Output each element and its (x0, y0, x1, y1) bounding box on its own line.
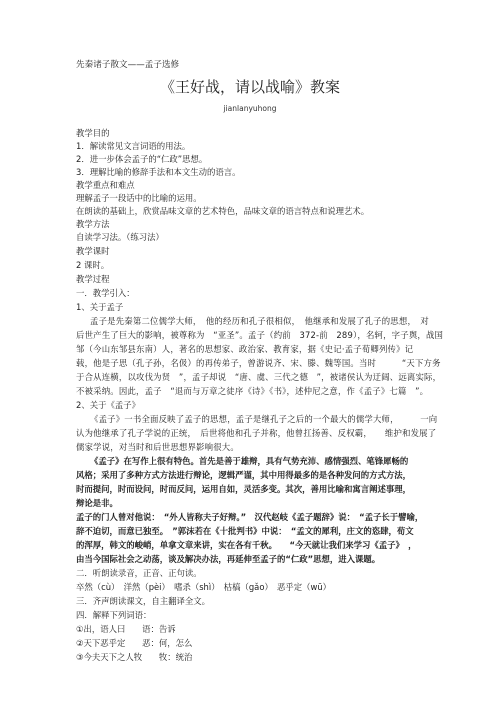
paragraph-line: 由当今国际社会之动荡，谈及解决办法，再延伸至孟子的“仁政”思想，进入课题。 (76, 554, 381, 564)
paragraph-line: 载，他是子思（孔子孙，名伋）的再传弟子，曾游说齐、宋、滕、魏等国。当时 “天下方务 (76, 358, 441, 368)
author-name: jianlanyuhong (223, 104, 277, 113)
paragraph-line: 邹（今山东邹县东南）人，著名的思想家、政治家、教育家，据《史记·孟子荀卿列传》记 (76, 344, 414, 354)
vocab-item: ③今夫天下之人牧 牧：统治 (76, 652, 193, 662)
paragraph-line: 《孟子》一书全面反映了孟子的思想，孟子是继孔子之后的一个最大的儒学大师， 一向 (90, 414, 438, 424)
objective-2: 2．进一步体会孟子的“仁政”思想。 (76, 154, 208, 164)
vocab-item: ②天下恶乎定 恶：何，怎么 (76, 638, 193, 648)
vocab-item: ①出，语人曰 语：告诉 (76, 624, 176, 634)
paragraph-line: 不被采纳。因此，孟子 “退而与万章之徒序《诗》《书》，述仲尼之意，作《孟子》七篇 ”。 (76, 386, 429, 396)
paragraph-line: 的浑厚，韩文的峻峭，单拿文章来讲，实在各有千秋。 “今天就让我们来学习《孟子》 ， (76, 540, 417, 550)
subsection-about-book: 2、关于《孟子》 (76, 400, 140, 410)
paragraph-line: 儒家学说，对当时和后世思想界影响很大。 (76, 442, 239, 452)
objective-3: 3．理解比喻的修辞手法和本文生动的语言。 (76, 167, 241, 177)
paragraph-line: 《孟子》在写作上很有特色。首先是善于雄辩，具有气势充沛、感情强烈、笔锋犀畅的 (90, 456, 409, 466)
subsection-about-mencius: 1、关于孟子 (76, 302, 124, 312)
paragraph-line: 于合从连横，以攻伐为贤 ”，孟子却说 “唐、虞、三代之德 ”，被诸侯认为迂阔、远离实际， (76, 372, 442, 382)
section-read-aloud: 三．齐声朗读课文，自主翻译全文。 (76, 596, 210, 606)
paragraph-line: 孟子的门人曾对他说： “外人皆称夫子好辩。” 汉代赵岐《孟子题辞》说： “孟子长于譬喻， (76, 512, 424, 522)
method-text: 自读学习法。（练习法） (76, 232, 164, 242)
paragraph-line: 认为他继承了孔子学说的正统， 后世将他和孔子并称，他曾扛扬善、反权霸， 维护和发展了 (76, 428, 437, 438)
periods-text: 2 课时。 (76, 260, 110, 270)
key-point-2: 在朗读的基础上，欣赏品味文章的艺术特色，品味文章的语言特点和说理艺术。 (76, 206, 370, 216)
section-listen: 二．听朗读录音，正音、正句读。 (76, 568, 202, 578)
paragraph-line: 辞不迫切，而意已独至。 ”郭沫若在《十批判书》中说： “孟文的犀利，庄文的恣肆，荀文 (76, 526, 414, 536)
objective-1: 1．解读常见文言词语的用法。 (76, 141, 191, 151)
paragraph-line: 辩论是非。 (76, 498, 118, 508)
paragraph-line: 孟子是先秦第二位儒学大师， 他的经历和孔子很相似， 他继承和发展了孔子的思想， 对 (90, 316, 429, 326)
heading-key-points: 教学重点和难点 (76, 180, 135, 190)
heading-process: 教学过程 (76, 274, 110, 284)
key-point-1: 理解孟子一段话中的比喻的运用。 (76, 193, 202, 203)
heading-method: 教学方法 (76, 219, 110, 229)
heading-periods: 教学课时 (76, 246, 110, 256)
paragraph-line: 风格；采用了多种方式方法进行辩论，逻辑严谨，其中用得最多的是各种发问的方式方法， (76, 470, 411, 480)
pronunciation-line: 卒然（cù） 洋然（pèi） 嗜杀（shì） 枯槁（gǎo） 恶乎定（wū） (76, 582, 332, 592)
heading-objectives: 教学目的 (76, 128, 110, 138)
section-intro: 一．教学引入： (76, 288, 135, 298)
page-title: 《王好战，请以战喻》教案 (159, 78, 340, 96)
paragraph-line: 时而提问，时而设问，时而反问，运用自如，灵活多变。其次，善用比喻和寓言阐述事理， (76, 484, 411, 494)
section-vocabulary: 四．解释下列词语： (76, 610, 152, 620)
series-label: 先秦诸子散文——孟子选修 (76, 60, 180, 70)
paragraph-line: 后世产生了巨大的影响，被尊称为 “亚圣”。孟子（约前 372-前 289），名轲，字子舆，战国 (76, 330, 444, 340)
